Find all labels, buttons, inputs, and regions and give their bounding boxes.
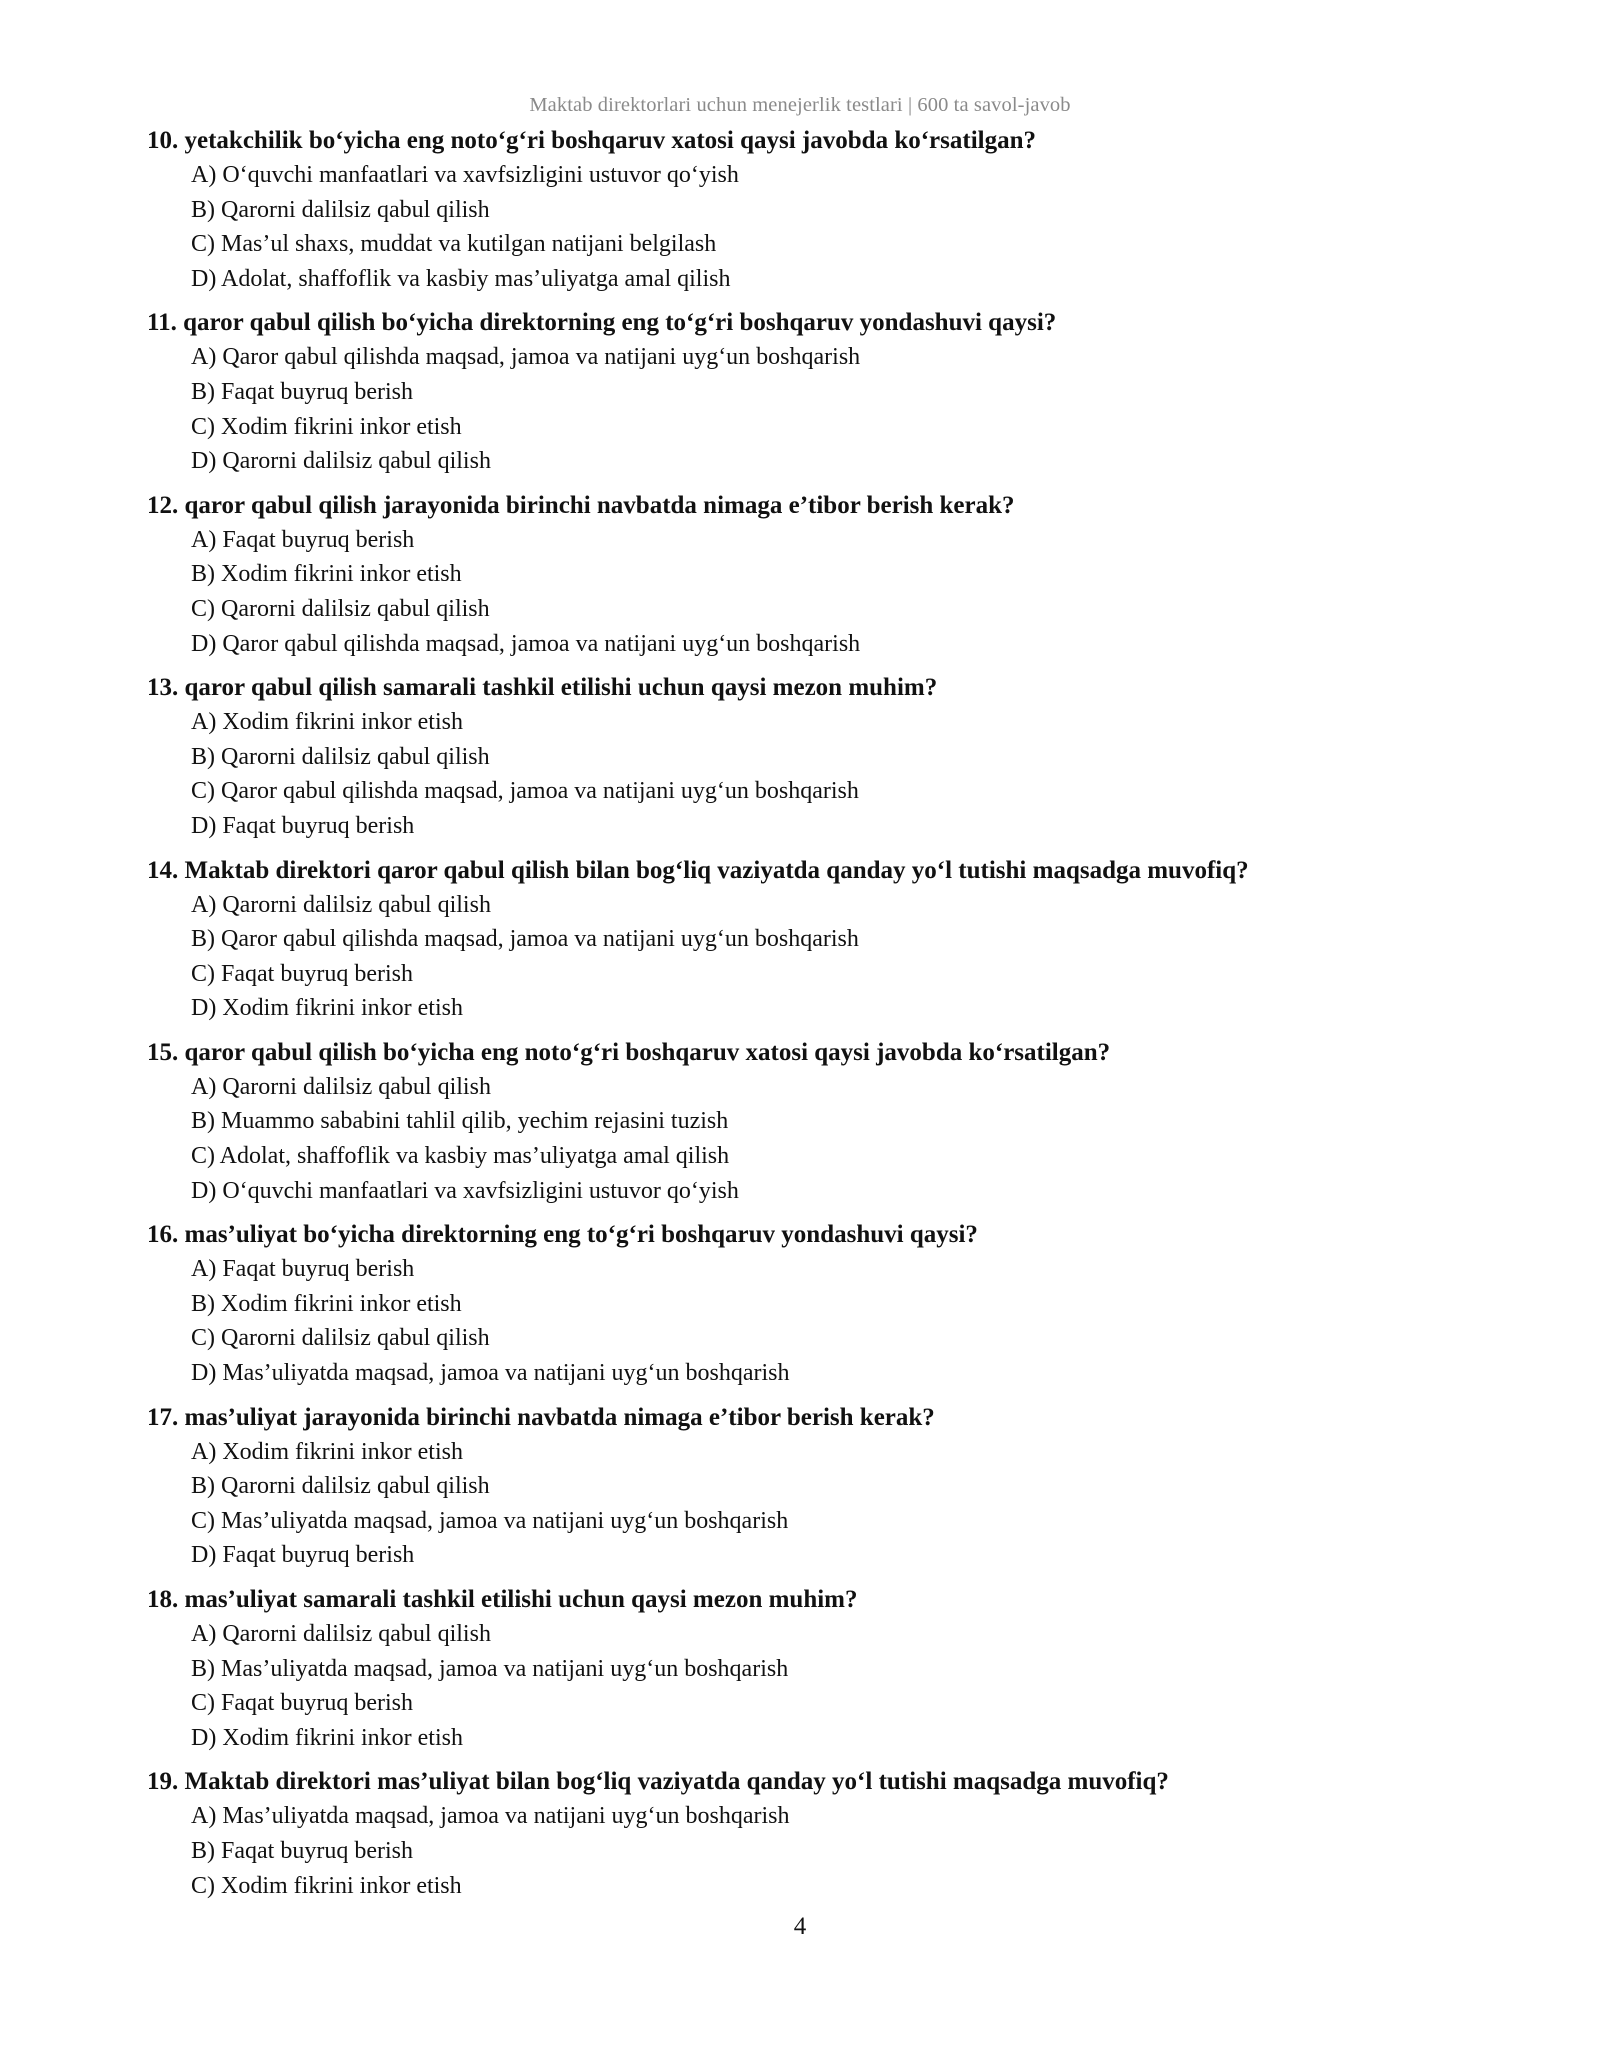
option-b: B) Qaror qabul qilishda maqsad, jamoa va natijani uyg‘un boshqarish [191, 926, 859, 953]
question-13 [147, 671, 1467, 843]
option-a: A) Qarorni dalilsiz qabul qilish [191, 1621, 491, 1647]
question-text: 15. qaror qabul qilish bo‘yicha eng noto‘g‘ri boshqaruv xatosi qaysi javobda ko‘rsatilgan? [147, 1038, 1111, 1066]
option-b: B) Qarorni dalilsiz qabul qilish [191, 743, 490, 770]
question-list [147, 124, 1467, 1913]
option-b: B) Xodim fikrini inkor etish [191, 1290, 462, 1317]
option-b: B) Faqat buyruq berish [191, 378, 413, 405]
option-c: C) Qaror qabul qilishda maqsad, jamoa va natijani uyg‘un boshqarish [191, 778, 859, 805]
question-18 [147, 1583, 1467, 1755]
page-number: 4 [793, 1913, 807, 1940]
question-10 [147, 124, 1467, 296]
answer-options [147, 888, 1467, 1026]
option-d: D) Adolat, shaffoflik va kasbiy mas’uliyatga amal qilish [191, 265, 731, 292]
question-text: 10. yetakchilik bo‘yicha eng noto‘g‘ri boshqaruv xatosi qaysi javobda ko‘rsatilgan? [147, 127, 1036, 154]
option-b: B) Muammo sababini tahlil qilib, yechim rejasini tuzish [191, 1108, 729, 1135]
question-text: 12. qaror qabul qilish jarayonida birinchi navbatda nimaga e’tibor berish kerak? [147, 491, 1015, 519]
question-text: 19. Maktab direktori mas’uliyat bilan bog‘liq vaziyatda qanday yo‘l tutishi maqsadga muvofiq? [147, 1768, 1169, 1796]
option-b: B) Xodim fikrini inkor etish [191, 561, 462, 588]
option-a: A) Qarorni dalilsiz qabul qilish [191, 891, 491, 918]
option-d: D) Faqat buyruq berish [191, 1542, 415, 1569]
question-text: 14. Maktab direktori qaror qabul qilish bilan bog‘liq vaziyatda qanday yo‘l tutishi maqsadga muvofiq? [147, 856, 1249, 884]
option-a: A) O‘quvchi manfaatlari va xavfsizligini ustuvor qo‘yish [191, 162, 739, 188]
option-a: A) Xodim fikrini inkor etish [191, 709, 463, 736]
running-header: Maktab direktorlari uchun menejerlik testlari | 600 ta savol-javob [529, 94, 1071, 116]
option-c: C) Qarorni dalilsiz qabul qilish [191, 595, 490, 622]
question-text: 11. qaror qabul qilish bo‘yicha direktorning eng to‘g‘ri boshqaruv yondashuvi qaysi? [147, 309, 1057, 337]
option-d: D) Xodim fikrini inkor etish [191, 995, 463, 1022]
option-a: A) Qarorni dalilsiz qabul qilish [191, 1073, 491, 1100]
question-16 [147, 1218, 1467, 1390]
option-d: D) Xodim fikrini inkor etish [191, 1724, 463, 1751]
option-d: D) Qaror qabul qilishda maqsad, jamoa va natijani uyg‘un boshqarish [191, 630, 861, 657]
option-a: A) Mas’uliyatda maqsad, jamoa va natijani uyg‘un boshqarish [191, 1803, 790, 1830]
option-c: C) Qarorni dalilsiz qabul qilish [191, 1325, 490, 1352]
question-15 [147, 1036, 1467, 1208]
answer-options [147, 1252, 1467, 1390]
question-text: 18. mas’uliyat samarali tashkil etilishi uchun qaysi mezon muhim? [147, 1586, 858, 1613]
answer-options [147, 158, 1467, 296]
answer-options [147, 1435, 1467, 1573]
option-a: A) Faqat buyruq berish [191, 1256, 415, 1283]
option-d: D) Faqat buyruq berish [191, 812, 415, 839]
question-text: 13. qaror qabul qilish samarali tashkil etilishi uchun qaysi mezon muhim? [147, 674, 938, 702]
option-c: C) Mas’ul shaxs, muddat va kutilgan natijani belgilash [191, 231, 717, 258]
option-a: A) Xodim fikrini inkor etish [191, 1438, 463, 1465]
question-text: 16. mas’uliyat bo‘yicha direktorning eng to‘g‘ri boshqaruv yondashuvi qaysi? [147, 1221, 978, 1249]
question-11 [147, 306, 1467, 478]
option-b: B) Faqat buyruq berish [191, 1837, 413, 1864]
question-14 [147, 854, 1467, 1026]
question-19 [147, 1765, 1467, 1903]
option-a: A) Faqat buyruq berish [191, 526, 415, 553]
option-c: C) Xodim fikrini inkor etish [191, 413, 462, 440]
option-b: B) Qarorni dalilsiz qabul qilish [191, 196, 490, 223]
option-d: D) Mas’uliyatda maqsad, jamoa va natijani uyg‘un boshqarish [191, 1360, 790, 1387]
question-17 [147, 1401, 1467, 1573]
answer-options [147, 705, 1467, 843]
question-12 [147, 489, 1467, 661]
question-text: 17. mas’uliyat jarayonida birinchi navbatda nimaga e’tibor berish kerak? [147, 1403, 935, 1431]
option-c: C) Adolat, shaffoflik va kasbiy mas’uliyatga amal qilish [191, 1143, 730, 1170]
option-c: C) Mas’uliyatda maqsad, jamoa va natijani uyg‘un boshqarish [191, 1507, 789, 1534]
option-d: D) O‘quvchi manfaatlari va xavfsizligini ustuvor qo‘yish [191, 1177, 739, 1204]
option-c: C) Faqat buyruq berish [191, 1690, 413, 1717]
option-d: D) Qarorni dalilsiz qabul qilish [191, 448, 491, 475]
answer-options [147, 523, 1467, 661]
answer-options [147, 340, 1467, 478]
answer-options [147, 1799, 1467, 1903]
option-c: C) Faqat buyruq berish [191, 960, 413, 987]
option-c: C) Xodim fikrini inkor etish [191, 1872, 462, 1899]
answer-options [147, 1617, 1467, 1755]
answer-options [147, 1070, 1467, 1208]
option-a: A) Qaror qabul qilishda maqsad, jamoa va natijani uyg‘un boshqarish [191, 344, 861, 371]
option-b: B) Qarorni dalilsiz qabul qilish [191, 1473, 490, 1500]
option-b: B) Mas’uliyatda maqsad, jamoa va natijani uyg‘un boshqarish [191, 1655, 789, 1682]
